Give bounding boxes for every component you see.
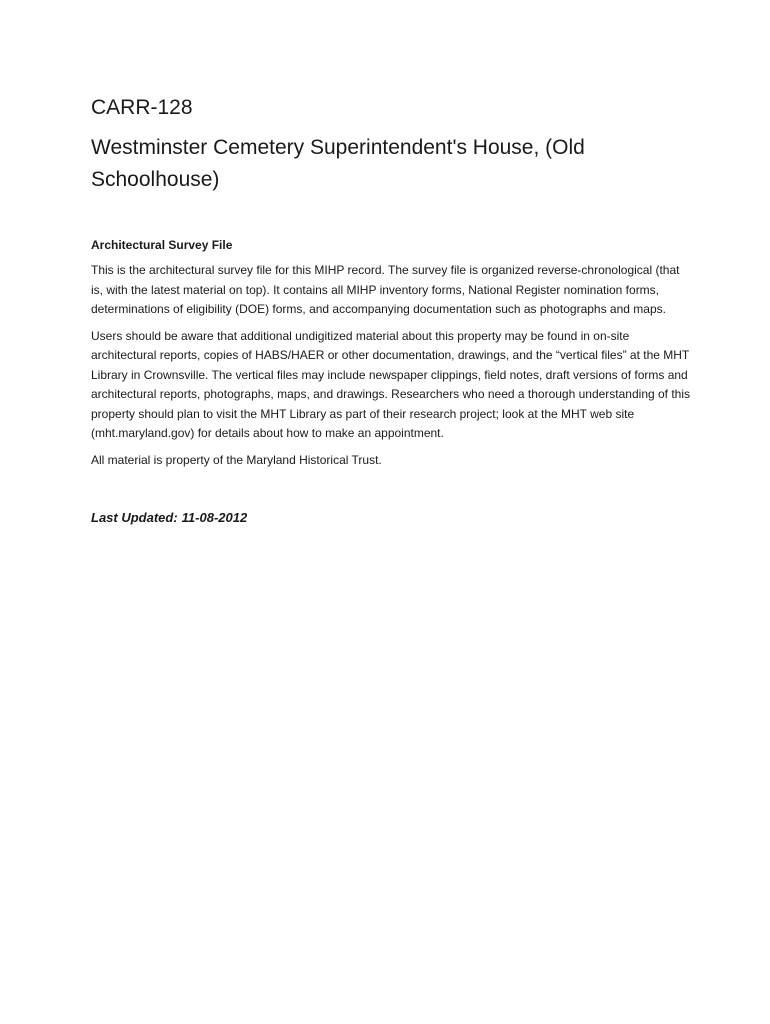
last-updated xyxy=(91,508,691,528)
ownership-paragraph: All material is property of the Maryland Historical Trust. xyxy=(91,452,382,467)
record-title: Westminster Cemetery Superintendent's House, (Old Schoolhouse) xyxy=(91,136,585,191)
record-id: CARR-128 xyxy=(91,96,193,119)
intro-paragraph: This is the architectural survey file for this MIHP record. The survey file is organized reverse-chronological (that is, with the latest material on top). It contains all MIHP inventory forms, National Register nomination forms, determinations of eligibility (DOE) forms, and accompanying documentation such as photographs and maps. xyxy=(91,263,680,316)
last-updated-date: 11-08-2012 xyxy=(181,510,248,525)
document-content xyxy=(91,94,691,528)
section-heading: Architectural Survey File xyxy=(91,238,233,252)
undigitized-material-paragraph: Users should be aware that additional undigitized material about this property may be found in on-site architectural reports, copies of HABS/HAER or other documentation, drawings, and the “vertical files” at the MHT Library in Crownsville. The vertical files may include newspaper clippings, field notes, draft versions of forms and architectural reports, photographs, maps, and drawings. Researchers who need a thorough understanding of this property should plan to visit the MHT Library as part of their research project; look at the MHT web site (mht.maryland.gov) for details about how to make an appointment. xyxy=(91,328,691,440)
last-updated-label: Last Updated: xyxy=(91,510,178,525)
